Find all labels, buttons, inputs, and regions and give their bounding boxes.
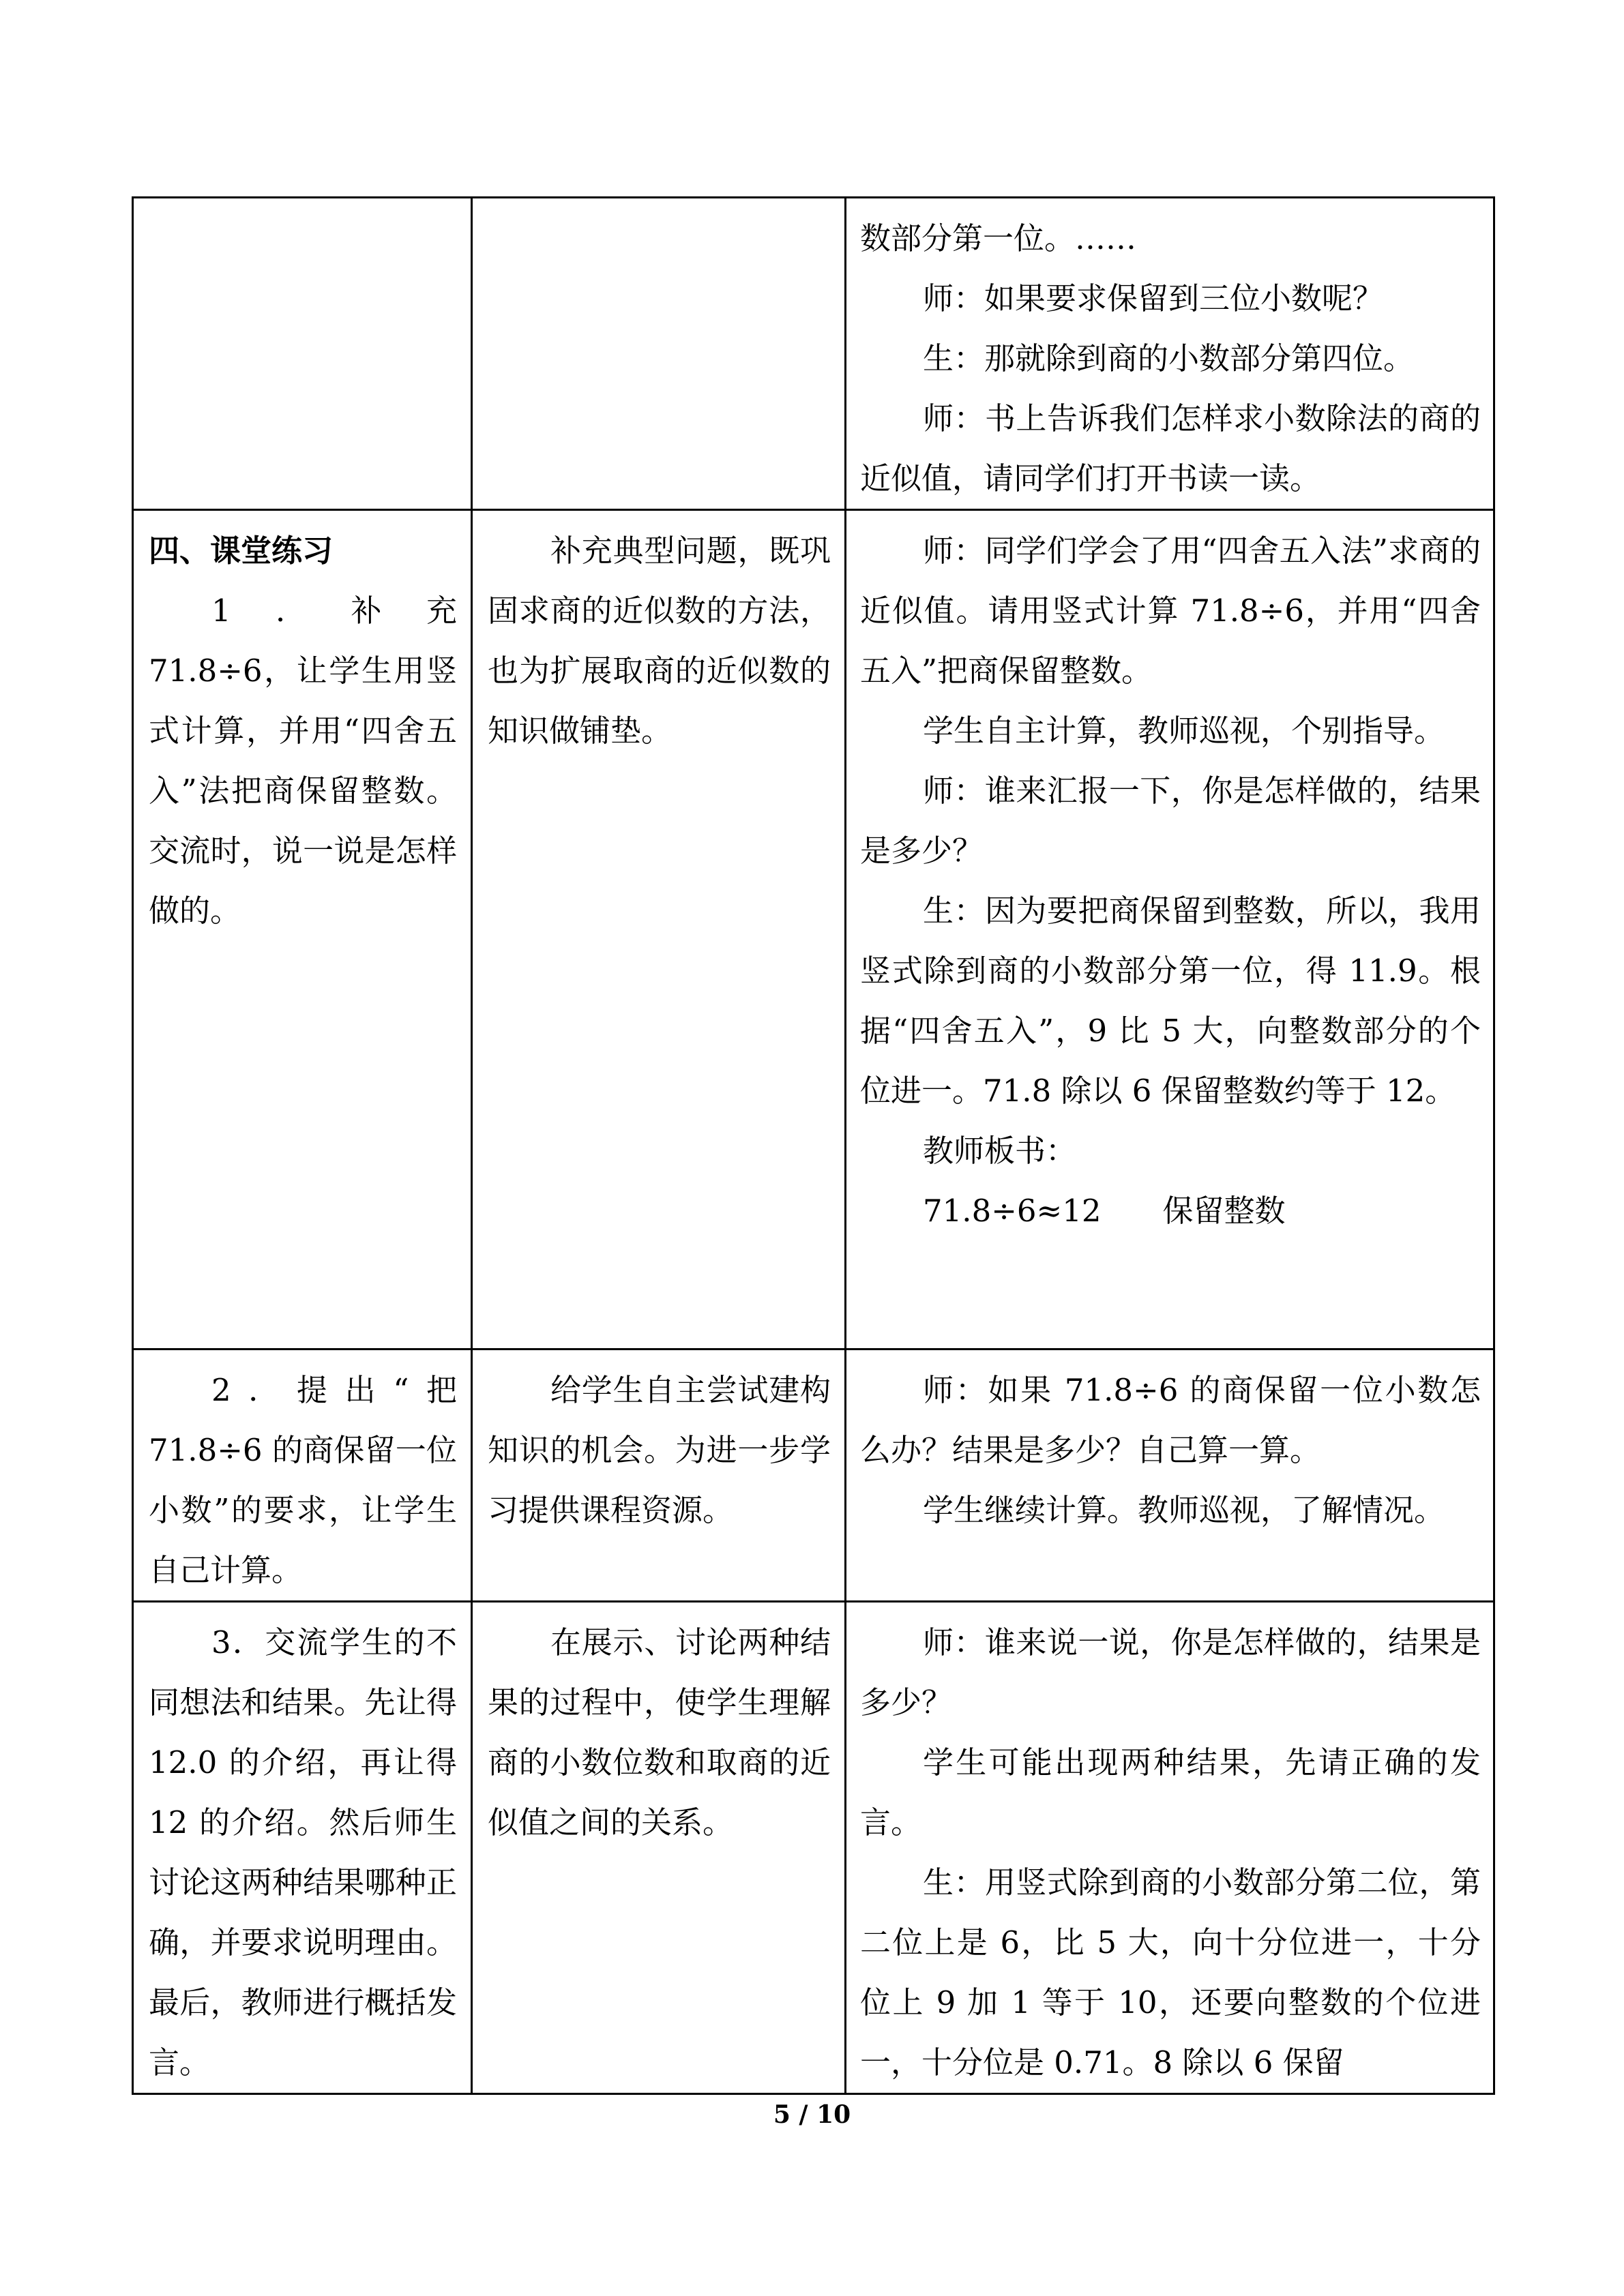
intent-cell xyxy=(472,1350,846,1602)
section-heading: 四、课堂练习 xyxy=(149,533,334,569)
process-cell xyxy=(846,1350,1494,1602)
table-row xyxy=(133,510,1494,1350)
cell-paragraph: 师：谁来汇报一下，你是怎样做的，结果是多少？ xyxy=(860,773,1481,869)
page-number: 5 / 10 xyxy=(773,2100,851,2129)
cell-paragraph: 师：书上告诉我们怎样求小数除法的商的近似值，请同学们打开书读一读。 xyxy=(860,400,1481,496)
cell-paragraph: 学生继续计算。教师巡视，了解情况。 xyxy=(923,1492,1445,1528)
process-cell xyxy=(846,198,1494,510)
intent-cell xyxy=(472,198,846,510)
table-row xyxy=(133,1602,1494,2094)
cell-paragraph: 2．提出“把 71.8÷6 的商保留一位小数”的要求，让学生自己计算。 xyxy=(149,1372,457,1588)
cell-paragraph: 1．补充 71.8÷6，让学生用竖式计算，并用“四舍五入”法把商保留整数。交流时，说一说是怎样做的。 xyxy=(149,593,457,929)
cell-paragraph: 数部分第一位。…… xyxy=(860,220,1137,256)
cell-paragraph: 给学生自主尝试建构知识的机会。为进一步学习提供课程资源。 xyxy=(488,1372,831,1528)
table-row xyxy=(133,1350,1494,1602)
activity-cell xyxy=(133,198,472,510)
cell-paragraph: 生：用竖式除到商的小数部分第二位，第二位上是 6，比 5 大，向十分位进一，十分位上 9 加 1 等于 10，还要向整数的个位进一，十分位是 0.71。8 除以 6 保留 xyxy=(860,1864,1481,2081)
cell-paragraph: 在展示、讨论两种结果的过程中，使学生理解商的小数位数和取商的近似值之间的关系。 xyxy=(488,1624,831,1840)
cell-paragraph: 生：因为要把商保留到整数，所以，我用竖式除到商的小数部分第一位，得 11.9。根据“四舍五入”，9 比 5 大，向整数部分的个位进一。71.8 除以 6 保留整数约等于 12。 xyxy=(860,893,1481,1109)
lesson-plan-table xyxy=(132,196,1495,2095)
intent-cell xyxy=(472,1602,846,2094)
cell-paragraph: 师：谁来说一说，你是怎样做的，结果是多少？ xyxy=(860,1624,1481,1720)
table-row xyxy=(133,198,1494,510)
cell-paragraph: 学生自主计算，教师巡视，个别指导。 xyxy=(923,713,1445,749)
cell-paragraph: 生：那就除到商的小数部分第四位。 xyxy=(923,340,1415,376)
cell-paragraph: 师：如果要求保留到三位小数呢？ xyxy=(923,280,1384,316)
activity-cell xyxy=(133,1602,472,2094)
cell-paragraph: 71.8÷6≈12 保留整数 xyxy=(923,1193,1286,1229)
cell-paragraph: 教师板书： xyxy=(923,1133,1077,1169)
cell-paragraph: 3．交流学生的不同想法和结果。先让得 12.0 的介绍，再让得 12 的介绍。然后师生讨论这两种结果哪种正确，并要求说明理由。最后，教师进行概括发言。 xyxy=(149,1624,457,2081)
cell-paragraph: 师：如果 71.8÷6 的商保留一位小数怎么办？结果是多少？自己算一算。 xyxy=(860,1372,1481,1468)
activity-cell xyxy=(133,510,472,1350)
process-cell xyxy=(846,1602,1494,2094)
cell-paragraph: 学生可能出现两种结果，先请正确的发言。 xyxy=(860,1744,1481,1840)
activity-cell xyxy=(133,1350,472,1602)
cell-paragraph: 师：同学们学会了用“四舍五入法”求商的近似值。请用竖式计算 71.8÷6，并用“四舍五入”把商保留整数。 xyxy=(860,533,1481,689)
cell-paragraph: 补充典型问题，既巩固求商的近似数的方法，也为扩展取商的近似数的知识做铺垫。 xyxy=(488,533,831,749)
intent-cell xyxy=(472,510,846,1350)
process-cell xyxy=(846,510,1494,1350)
